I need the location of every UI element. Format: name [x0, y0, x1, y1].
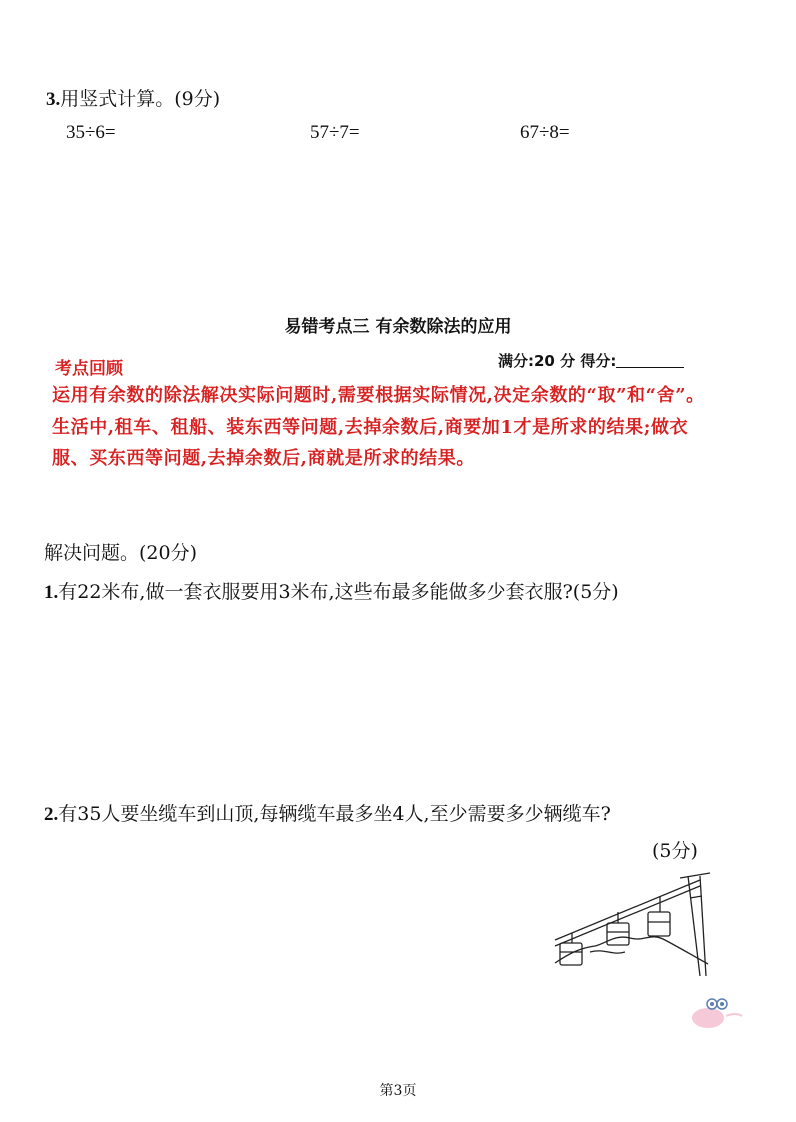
problem-2 [44, 799, 611, 826]
problem-2-text: 有35人要坐缆车到山顶,每辆缆车最多坐4人,至少需要多少辆缆车? [58, 803, 611, 825]
problem-1 [44, 577, 619, 604]
cable-car-illustration [550, 868, 720, 978]
snail-icon [686, 990, 746, 1034]
problem-2-points: (5分) [652, 840, 698, 862]
question-3-number: 3. [46, 89, 61, 110]
score-blank[interactable] [616, 353, 684, 368]
problem-1-number: 1. [44, 582, 59, 603]
question-3-text: 用竖式计算。(9分) [60, 88, 221, 110]
expression-2: 57÷7= [310, 122, 360, 143]
score-box [498, 350, 684, 371]
expression-1: 35÷6= [66, 122, 116, 143]
page-number: 第3页 [379, 1083, 417, 1099]
question-3-title [46, 84, 220, 111]
score-label: 满分:20 分 得分: [498, 352, 617, 370]
review-title: 考点回顾 [55, 359, 123, 379]
review-text: 运用有余数的除法解决实际问题时,需要根据实际情况,决定余数的“取”和“舍”。生活中,租车、租船、装东西等问题,去掉余数后,商要加1才是所求的结果;做衣服、买东西等问题,去掉余数后,商就是所求的结果。 [52, 385, 705, 469]
problem-1-text: 有22米布,做一套衣服要用3米布,这些布最多能做多少套衣服?(5分) [58, 581, 619, 603]
expression-3: 67÷8= [520, 122, 570, 143]
problem-2-number: 2. [44, 804, 59, 825]
section-title: 易错考点三 有余数除法的应用 [284, 317, 512, 337]
solve-heading: 解决问题。(20分) [44, 542, 198, 564]
